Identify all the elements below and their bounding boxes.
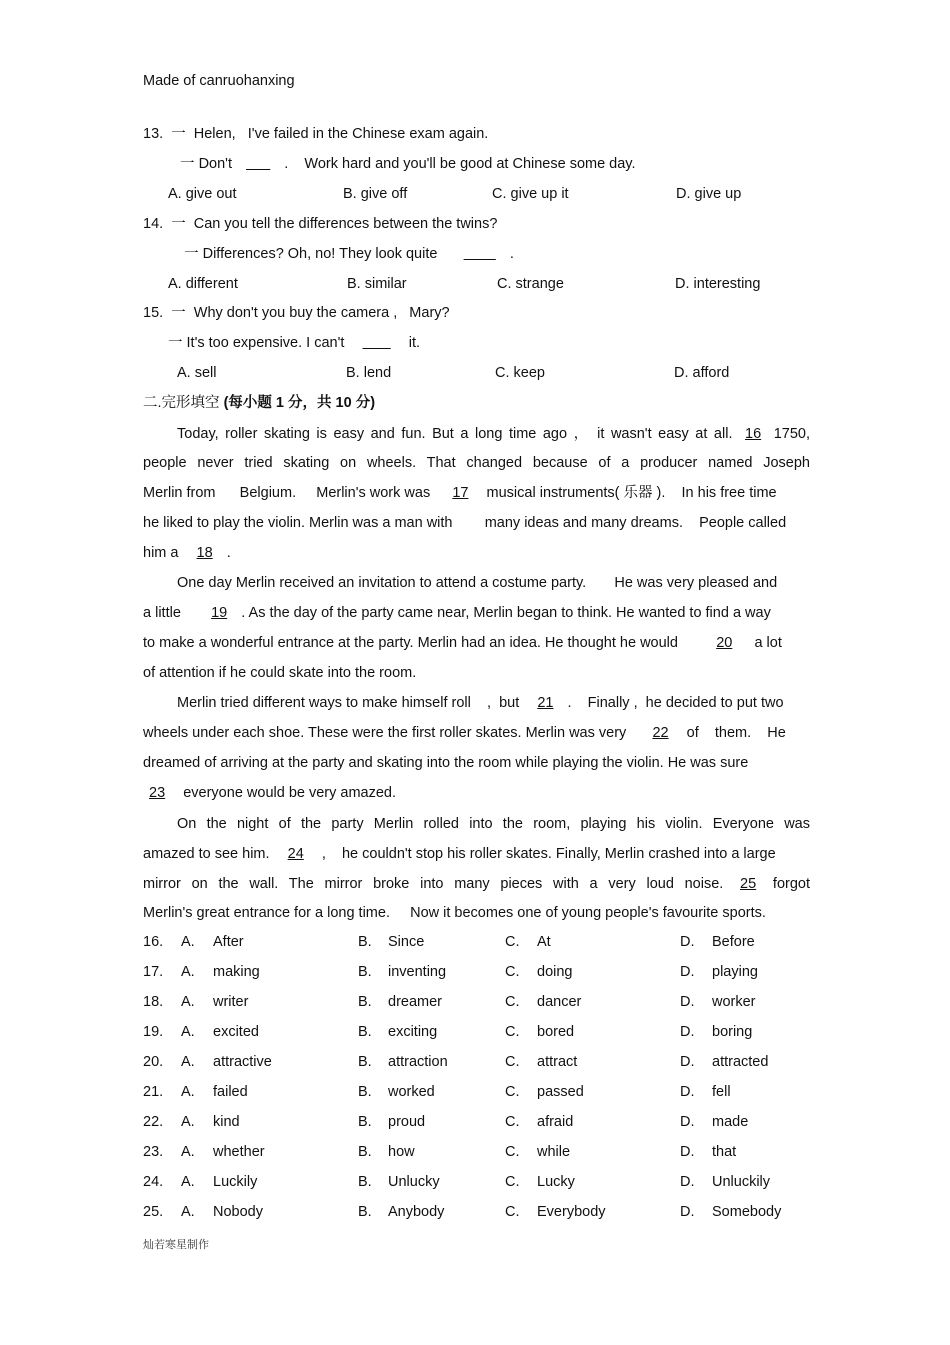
text: 15. 一 Why don't you buy the camera , Mary? xyxy=(143,305,450,321)
text: 14. 一 Can you tell the differences between the twins? xyxy=(143,216,498,232)
passage-line xyxy=(143,784,400,802)
passage-line xyxy=(143,875,810,893)
question-line xyxy=(168,334,424,352)
choice-word: while xyxy=(537,1144,571,1160)
choice-letter: B. xyxy=(358,1084,372,1100)
choice-number: 23. xyxy=(143,1144,164,1160)
choice-word: bored xyxy=(537,1024,575,1040)
choice-letter: A. xyxy=(181,1204,195,1220)
answer-blank: 21 xyxy=(537,695,554,711)
choice-letter: C. xyxy=(505,1144,520,1160)
text: 一 Differences? Oh, no! They look quite xyxy=(172,246,454,262)
answer-blank: 24 xyxy=(287,846,304,862)
choice-word: exciting xyxy=(388,1024,438,1040)
choice-number: 25. xyxy=(143,1204,164,1220)
text: Merlin tried different ways to make himself roll , but xyxy=(177,695,528,711)
passage-line xyxy=(143,514,790,532)
choice-word: made xyxy=(712,1114,749,1130)
choice-word: Somebody xyxy=(712,1204,782,1220)
choice-word: excited xyxy=(213,1024,259,1040)
choice-letter: B. xyxy=(358,964,372,980)
text: dreamed of arriving at the party and skating into the room while playing the violin. He was sure xyxy=(143,755,749,771)
choice-word: proud xyxy=(388,1114,426,1130)
passage-line xyxy=(143,664,420,682)
choice-letter: C. xyxy=(505,964,520,980)
choice-word: Before xyxy=(712,934,755,950)
choice-letter: D. xyxy=(680,964,695,980)
text: , he couldn't stop his roller skates. Finally, Merlin crashed into a large xyxy=(313,846,776,862)
answer-blank xyxy=(357,335,397,351)
text: Merlin's great entrance for a long time. Now it becomes one of young people's favourite sports. xyxy=(143,905,766,921)
choice-word: afraid xyxy=(537,1114,574,1130)
page-footer: 灿若寒星制作 xyxy=(143,1238,209,1251)
choice-letter: B. xyxy=(358,1144,372,1160)
option: B. similar xyxy=(347,276,407,292)
text: mirror on the wall. The mirror broke into many pieces with a very loud noise. xyxy=(143,876,735,892)
answer-blank: 17 xyxy=(452,485,469,501)
answer-blank: 16 xyxy=(745,426,762,442)
choice-letter: D. xyxy=(680,1204,695,1220)
text: a little xyxy=(143,605,202,621)
text: Merlin from Belgium. Merlin's work was xyxy=(143,485,443,501)
text: to make a wonderful entrance at the party. Merlin had an idea. He thought he would xyxy=(143,635,707,651)
text: . As the day of the party came near, Merlin began to think. He wanted to find a way xyxy=(237,605,771,621)
choice-word: boring xyxy=(712,1024,753,1040)
passage-line xyxy=(143,904,770,922)
choice-word: After xyxy=(213,934,244,950)
choice-letter: B. xyxy=(358,1174,372,1190)
choice-letter: C. xyxy=(505,1114,520,1130)
text: On the night of the party Merlin rolled into the room, playing his violin. Everyone was xyxy=(177,816,810,832)
choice-letter: C. xyxy=(505,1024,520,1040)
text: he liked to play the violin. Merlin was a man with many ideas and many dreams. People called xyxy=(143,515,787,531)
choice-word: inventing xyxy=(388,964,447,980)
choice-letter: A. xyxy=(181,1024,195,1040)
text: forgot xyxy=(772,876,811,892)
page-header: Made of canruohanxing xyxy=(143,73,295,89)
section-heading xyxy=(143,391,375,412)
passage-line xyxy=(177,815,810,833)
option: D. give up xyxy=(676,186,742,202)
question-line xyxy=(172,155,640,173)
answer-blank: 20 xyxy=(716,635,733,651)
choice-letter: A. xyxy=(181,1054,195,1070)
question-line xyxy=(172,245,518,263)
answer-blank: 19 xyxy=(211,605,228,621)
choice-number: 21. xyxy=(143,1084,164,1100)
choice-letter: B. xyxy=(358,1054,372,1070)
choice-letter: D. xyxy=(680,1024,695,1040)
choice-word: attractive xyxy=(213,1054,272,1070)
choice-word: that xyxy=(712,1144,737,1160)
text: . Finally , he decided to put two xyxy=(563,695,784,711)
choice-word: Anybody xyxy=(388,1204,445,1220)
question-line xyxy=(143,215,501,233)
option: C. strange xyxy=(497,276,564,292)
passage-line xyxy=(143,604,775,622)
question-line xyxy=(143,125,492,143)
choice-letter: C. xyxy=(505,994,520,1010)
option: B. give off xyxy=(343,186,408,202)
choice-letter: D. xyxy=(680,1054,695,1070)
text: 一 It's too expensive. I can't xyxy=(168,335,353,351)
choice-word: Nobody xyxy=(213,1204,263,1220)
choice-letter: C. xyxy=(505,934,520,950)
choice-word: how xyxy=(388,1144,415,1160)
option: D. afford xyxy=(674,365,730,381)
choice-number: 16. xyxy=(143,934,164,950)
text: people never tried skating on wheels. That changed because of a producer named Joseph xyxy=(143,455,810,471)
choice-word: Lucky xyxy=(537,1174,575,1190)
choice-letter: D. xyxy=(680,1174,695,1190)
text: . xyxy=(505,246,514,262)
choice-word: worker xyxy=(712,994,756,1010)
text: of them. He xyxy=(678,725,786,741)
choice-word: Luckily xyxy=(213,1174,258,1190)
choice-letter: D. xyxy=(680,994,695,1010)
choice-number: 17. xyxy=(143,964,164,980)
choice-letter: C. xyxy=(505,1054,520,1070)
choice-letter: B. xyxy=(358,994,372,1010)
choice-word: At xyxy=(537,934,551,950)
choice-word: worked xyxy=(388,1084,435,1100)
choice-word: playing xyxy=(712,964,758,980)
choice-word: making xyxy=(213,964,260,980)
choice-word: kind xyxy=(213,1114,240,1130)
passage-line xyxy=(143,724,790,742)
text: 一 Don't xyxy=(172,156,237,172)
answer-blank: 23 xyxy=(149,785,166,801)
passage-line xyxy=(143,634,786,652)
choice-word: Since xyxy=(388,934,425,950)
text: it. xyxy=(400,335,421,351)
text: 1750, xyxy=(773,426,810,442)
option: A. give out xyxy=(168,186,237,202)
passage-line xyxy=(143,484,781,502)
text: 13. 一 Helen, I've failed in the Chinese exam again. xyxy=(143,126,489,142)
option: C. keep xyxy=(495,365,545,381)
option: C. give up it xyxy=(492,186,569,202)
choice-word: attract xyxy=(537,1054,578,1070)
choice-letter: D. xyxy=(680,934,695,950)
choice-number: 18. xyxy=(143,994,164,1010)
choice-letter: D. xyxy=(680,1114,695,1130)
answer-blank: 25 xyxy=(740,876,757,892)
answer-blank xyxy=(458,246,502,262)
choice-word: attraction xyxy=(388,1054,448,1070)
choice-letter: B. xyxy=(358,1024,372,1040)
choice-letter: A. xyxy=(181,1144,195,1160)
text: . xyxy=(222,545,231,561)
choice-word: attracted xyxy=(712,1054,769,1070)
option: A. sell xyxy=(177,365,217,381)
choice-letter: C. xyxy=(505,1174,520,1190)
text: everyone would be very amazed. xyxy=(175,785,397,801)
choice-word: doing xyxy=(537,964,573,980)
choice-word: whether xyxy=(213,1144,265,1160)
choice-number: 20. xyxy=(143,1054,164,1070)
passage-line xyxy=(177,694,788,712)
option: B. lend xyxy=(346,365,392,381)
text: wheels under each shoe. These were the first roller skates. Merlin was very xyxy=(143,725,643,741)
choice-word: fell xyxy=(712,1084,731,1100)
choice-word: writer xyxy=(213,994,249,1010)
choice-letter: A. xyxy=(181,1084,195,1100)
passage-line xyxy=(177,574,781,592)
option: D. interesting xyxy=(675,276,761,292)
choice-number: 19. xyxy=(143,1024,164,1040)
choice-letter: D. xyxy=(680,1084,695,1100)
section-score: (每小题 1 分，共 10 分) xyxy=(223,395,376,411)
answer-blank: 18 xyxy=(196,545,213,561)
text: him a xyxy=(143,545,187,561)
choice-number: 22. xyxy=(143,1114,164,1130)
choice-word: passed xyxy=(537,1084,584,1100)
text: . Work hard and you'll be good at Chinese some day. xyxy=(280,156,636,172)
text: One day Merlin received an invitation to attend a costume party. He was very pleased and xyxy=(177,575,778,591)
passage-line xyxy=(143,845,780,863)
choice-word: dancer xyxy=(537,994,582,1010)
text: musical instruments( 乐器 ). In his free time xyxy=(478,485,777,501)
choice-letter: B. xyxy=(358,934,372,950)
answer-blank: 22 xyxy=(652,725,669,741)
choice-letter: A. xyxy=(181,994,195,1010)
choice-letter: A. xyxy=(181,1174,195,1190)
choice-word: Everybody xyxy=(537,1204,606,1220)
choice-letter: C. xyxy=(505,1204,520,1220)
choice-word: Unlucky xyxy=(388,1174,440,1190)
passage-line xyxy=(143,454,810,472)
question-line xyxy=(143,304,454,322)
text: of attention if he could skate into the room. xyxy=(143,665,417,681)
passage-line xyxy=(143,544,235,562)
text: Today, roller skating is easy and fun. But a long time ago ， it wasn't easy at all. xyxy=(177,426,740,442)
choice-letter: A. xyxy=(181,934,195,950)
choice-number: 24. xyxy=(143,1174,164,1190)
choice-word: failed xyxy=(213,1084,248,1100)
choice-letter: B. xyxy=(358,1204,372,1220)
choice-word: dreamer xyxy=(388,994,442,1010)
passage-line xyxy=(177,425,810,443)
choice-letter: A. xyxy=(181,1114,195,1130)
text: a lot xyxy=(742,635,782,651)
section-title: 二.完形填空 xyxy=(143,395,220,411)
choice-letter: A. xyxy=(181,964,195,980)
answer-blank xyxy=(240,156,276,172)
choice-letter: C. xyxy=(505,1084,520,1100)
passage-line xyxy=(143,754,752,772)
choice-letter: B. xyxy=(358,1114,372,1130)
text: amazed to see him. xyxy=(143,846,278,862)
choice-word: Unluckily xyxy=(712,1174,771,1190)
option: A. different xyxy=(168,276,238,292)
choice-letter: D. xyxy=(680,1144,695,1160)
